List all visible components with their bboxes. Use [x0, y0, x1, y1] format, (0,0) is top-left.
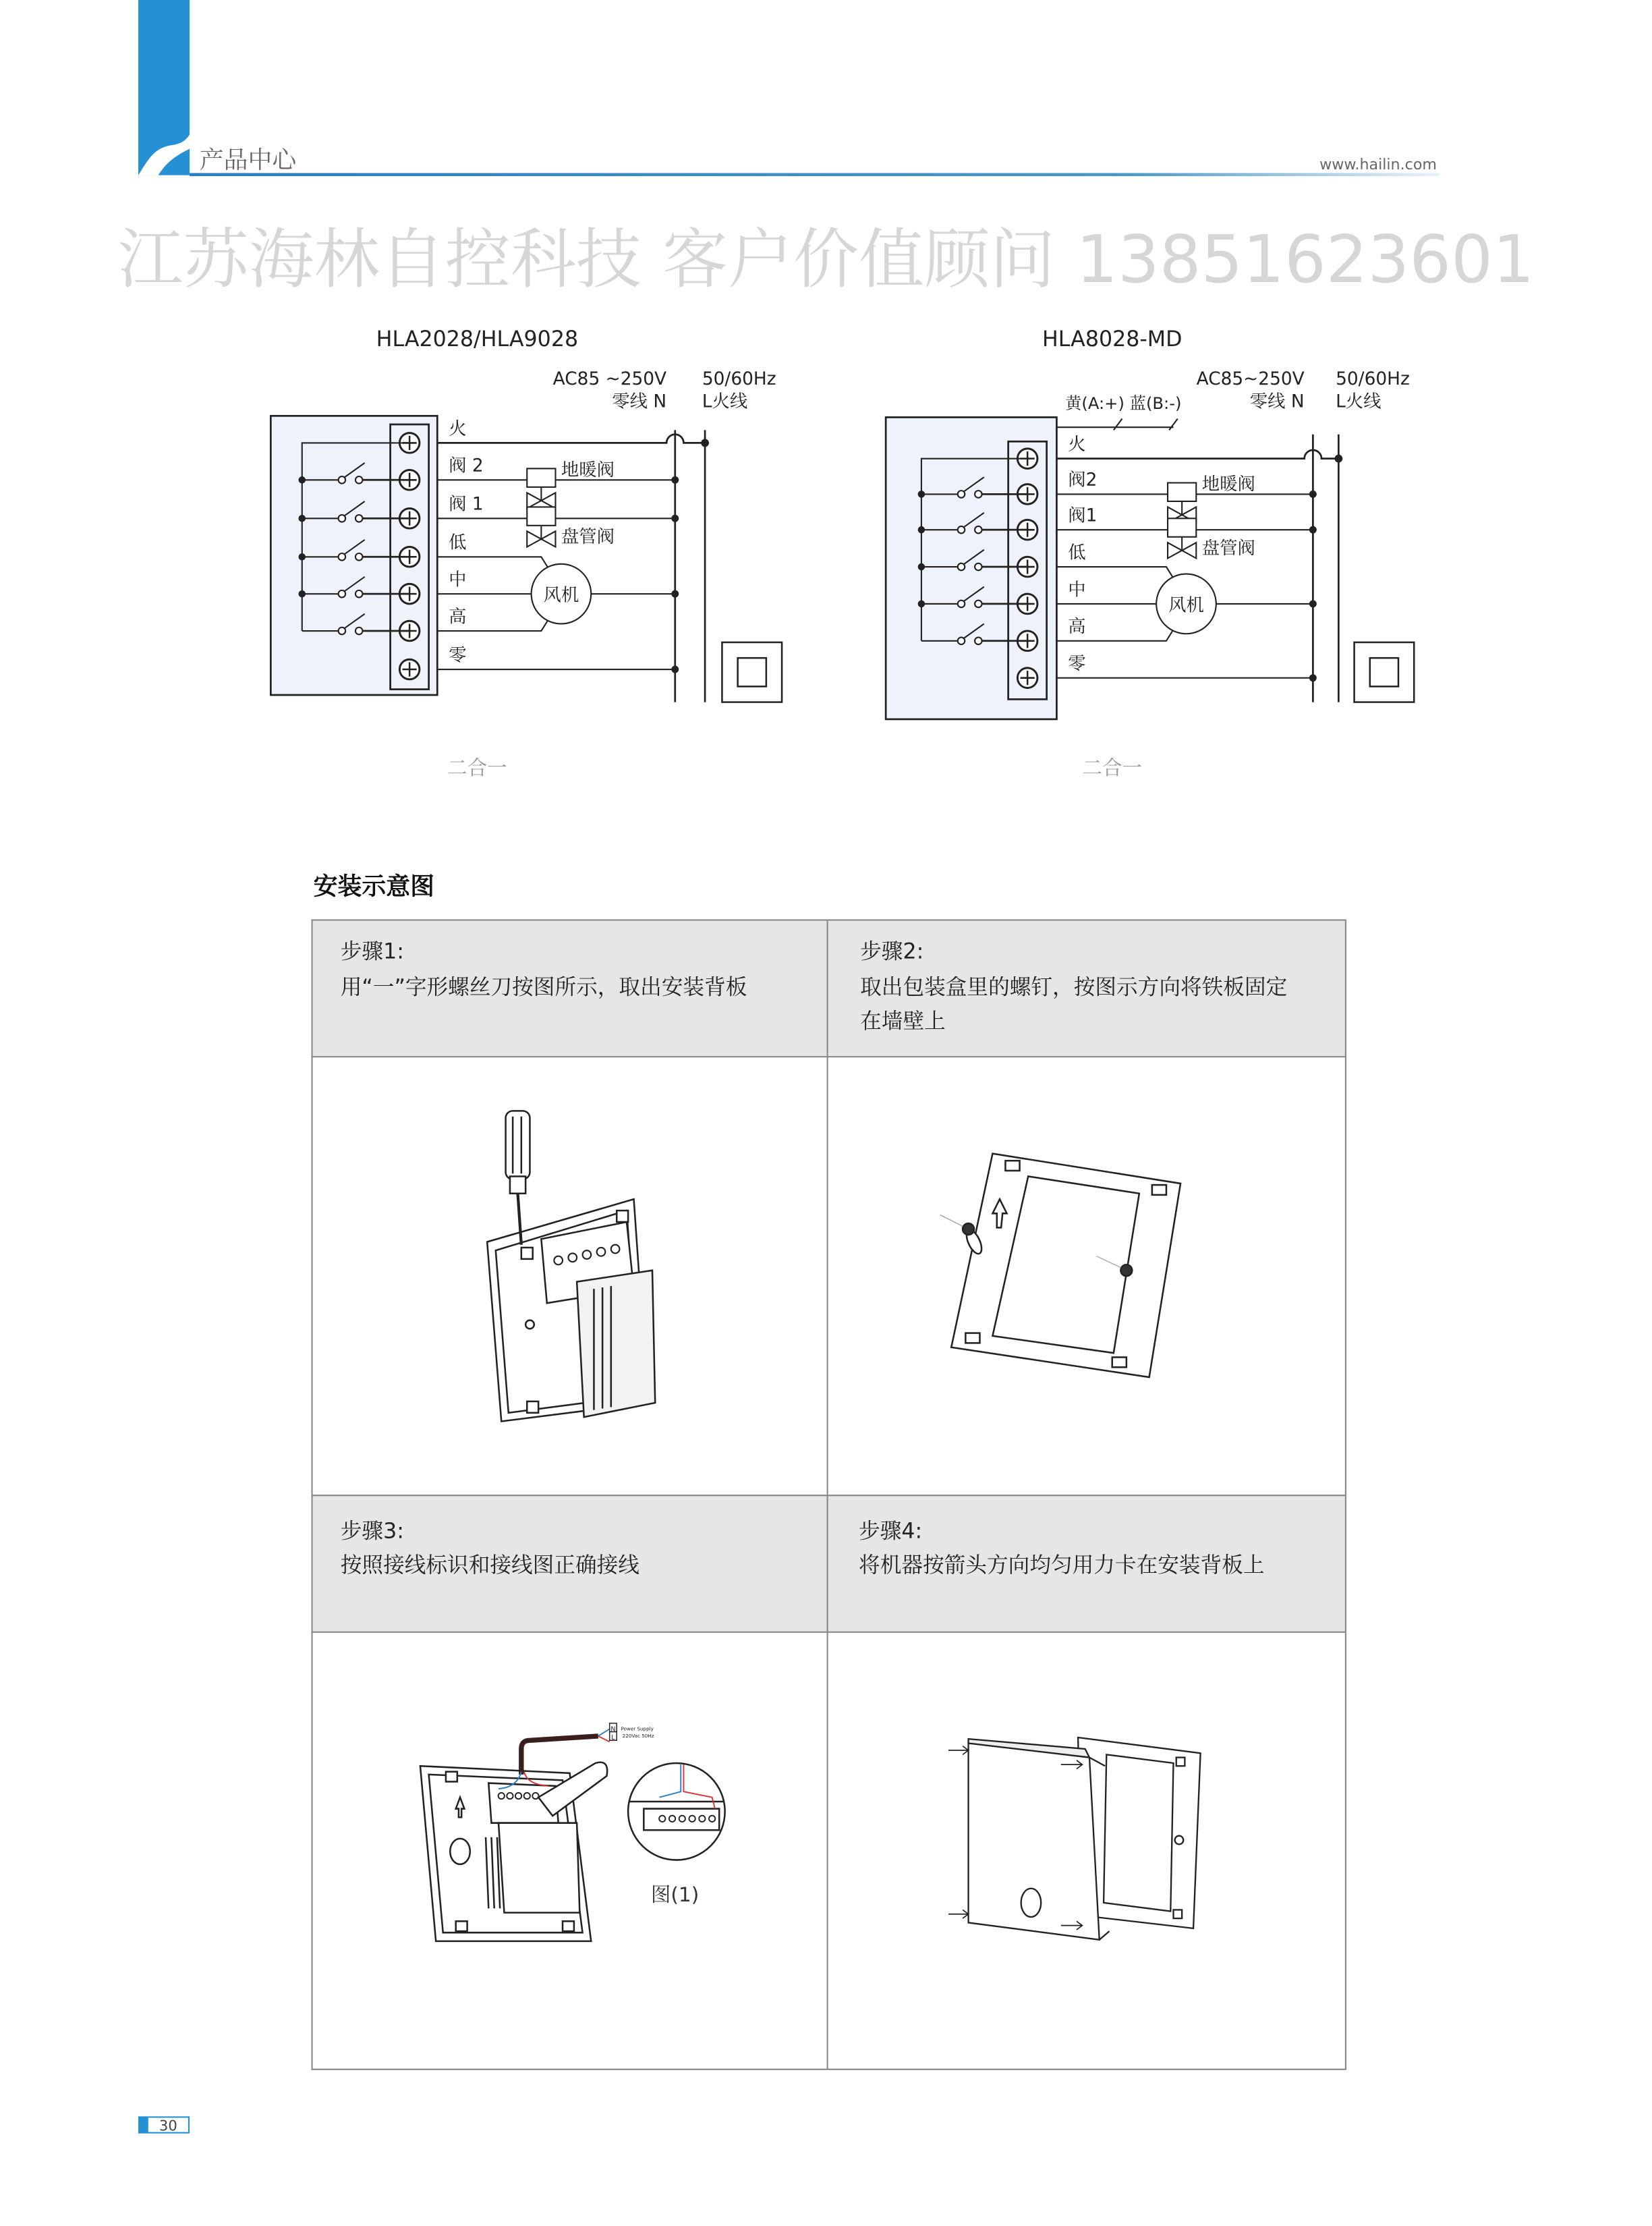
step-1-illustration: [487, 1111, 655, 1421]
valve-label: 盘管阀: [1201, 538, 1255, 559]
junction-dot: [918, 526, 925, 534]
valve-coil-icon: [1168, 518, 1196, 536]
switch-contact: [355, 515, 363, 522]
supply-frequency: 50/60Hz: [1336, 368, 1410, 389]
watermark: 江苏海林自控科技 客户价值顾问 13851623601: [117, 221, 1535, 298]
switch-contact: [958, 563, 965, 571]
valve-coil-icon: [527, 468, 555, 486]
junction-dot: [1309, 600, 1317, 607]
terminal-label: 低: [1068, 542, 1086, 563]
supply-frequency: 50/60Hz: [702, 368, 776, 389]
terminal-label: 零: [1068, 654, 1086, 675]
wiring-diagram-hla2028: [270, 327, 782, 779]
screwdriver-handle-icon: [506, 1111, 530, 1179]
switch-contact: [975, 601, 982, 608]
junction-dot: [298, 553, 306, 561]
terminal-label: 中: [449, 569, 467, 590]
fan-low-wire: [1056, 567, 1173, 578]
terminal-label: 低: [449, 532, 467, 553]
step-3-illustration: [420, 1723, 725, 1941]
diagram-caption: 二合一: [447, 756, 507, 780]
page-number: 30: [159, 2117, 177, 2134]
terminal-label: 火: [1068, 434, 1086, 455]
terminal-label: 阀1: [1068, 505, 1098, 526]
junction-dot: [671, 476, 679, 484]
junction-dot: [1334, 455, 1342, 463]
diagram-title: HLA2028/HLA9028: [376, 327, 579, 352]
header-rule: [190, 173, 1440, 176]
fan-low-wire: [437, 557, 548, 568]
fan-label: 风机: [543, 585, 579, 606]
switch-contact: [339, 628, 346, 635]
page-header: [138, 0, 1440, 176]
switch-contact: [975, 638, 982, 645]
diagram-title: HLA8028-MD: [1042, 327, 1183, 352]
valve-label: 地暖阀: [1201, 474, 1255, 495]
switch-contact: [339, 590, 346, 598]
junction-dot: [1309, 526, 1317, 534]
terminal-label: 阀 2: [449, 455, 484, 476]
switch-contact: [355, 628, 363, 635]
step-4-label: 步骤4:: [859, 1519, 923, 1544]
junction-dot: [701, 439, 709, 447]
neutral-label: 零线 N: [612, 391, 667, 412]
neutral-label: 零线 N: [1249, 391, 1305, 412]
step-2-label: 步骤2:: [860, 939, 924, 964]
switch-contact: [975, 526, 982, 534]
supply-voltage: AC85~250V: [1196, 368, 1305, 389]
valve-coil-icon: [1168, 483, 1196, 501]
live-wire: [437, 435, 705, 443]
junction-dot: [918, 601, 925, 608]
valve-label: 盘管阀: [561, 527, 615, 548]
terminal-label: 高: [1068, 617, 1086, 638]
junction-dot: [671, 666, 679, 673]
valve-label: 地暖阀: [561, 460, 615, 480]
switch-contact: [975, 563, 982, 571]
step-2-text-line2: 在墙壁上: [860, 1009, 946, 1034]
live-wire: [1056, 450, 1338, 459]
terminal-label: 中: [1068, 580, 1086, 601]
switch-contact: [958, 638, 965, 645]
switch-contact: [355, 590, 363, 598]
wiring-diagram-hla8028-md: [886, 327, 1414, 779]
power-l-label: L: [611, 1734, 615, 1742]
switch-contact: [339, 476, 346, 484]
switch-contact: [355, 476, 363, 484]
junction-dot: [298, 476, 306, 484]
figure-1-label: 图(1): [650, 1883, 700, 1906]
section-title: 产品中心: [199, 146, 297, 175]
switch-contact: [958, 526, 965, 534]
page-footer: [138, 2116, 190, 2134]
step-3-text: 按照接线标识和接线图正确接线: [340, 1553, 639, 1578]
step-2-illustration: [940, 1154, 1180, 1377]
junction-dot: [671, 590, 679, 598]
valve-coil-icon: [527, 507, 555, 525]
junction-dot: [298, 515, 306, 522]
junction-dot: [671, 515, 679, 522]
junction-dot: [298, 590, 306, 598]
terminal-label: 火: [449, 418, 467, 439]
junction-dot: [1309, 674, 1317, 681]
terminal-label: 阀 1: [449, 494, 484, 515]
fan-label: 风机: [1168, 595, 1204, 616]
switch-contact: [975, 491, 982, 498]
install-section-title: 安装示意图: [313, 872, 435, 901]
supply-voltage: AC85 ~250V: [552, 368, 667, 389]
step-1-text: 用“一”字形螺丝刀按图所示，取出安装背板: [340, 975, 747, 1000]
switch-contact: [958, 491, 965, 498]
power-supply-label: Power Supply: [621, 1725, 654, 1732]
junction-dot: [918, 491, 925, 498]
power-n-label: N: [610, 1725, 616, 1733]
step-4-text: 将机器按箭头方向均匀用力卡在安装背板上: [859, 1553, 1265, 1578]
terminal-label: 零: [449, 645, 467, 666]
switch-contact: [339, 515, 346, 522]
junction-dot: [1309, 491, 1317, 498]
terminal-label: 高: [449, 607, 467, 628]
switch-contact: [958, 601, 965, 608]
thermostat-icon: [722, 642, 782, 702]
thermostat-icon: [1355, 642, 1415, 702]
rs485-bus-label: 黄(A:+) 蓝(B:-): [1065, 393, 1182, 413]
junction-dot: [918, 563, 925, 571]
terminal-label: 阀2: [1068, 470, 1098, 491]
rs485-bus-wire: [1056, 419, 1177, 430]
diagram-caption: 二合一: [1082, 756, 1143, 780]
power-supply-spec: 220Vac 50Hz: [622, 1733, 654, 1740]
switch-contact: [339, 553, 346, 561]
step-3-label: 步骤3:: [340, 1519, 404, 1544]
live-label: L火线: [702, 391, 748, 412]
live-label: L火线: [1336, 391, 1382, 412]
step-2-text-line1: 取出包装盒里的螺钉，按图示方向将铁板固定: [860, 975, 1288, 1000]
step-1-label: 步骤1:: [340, 939, 404, 964]
website-url[interactable]: www.hailin.com: [1319, 156, 1437, 174]
switch-contact: [355, 553, 363, 561]
step-4-illustration: [948, 1737, 1201, 1940]
